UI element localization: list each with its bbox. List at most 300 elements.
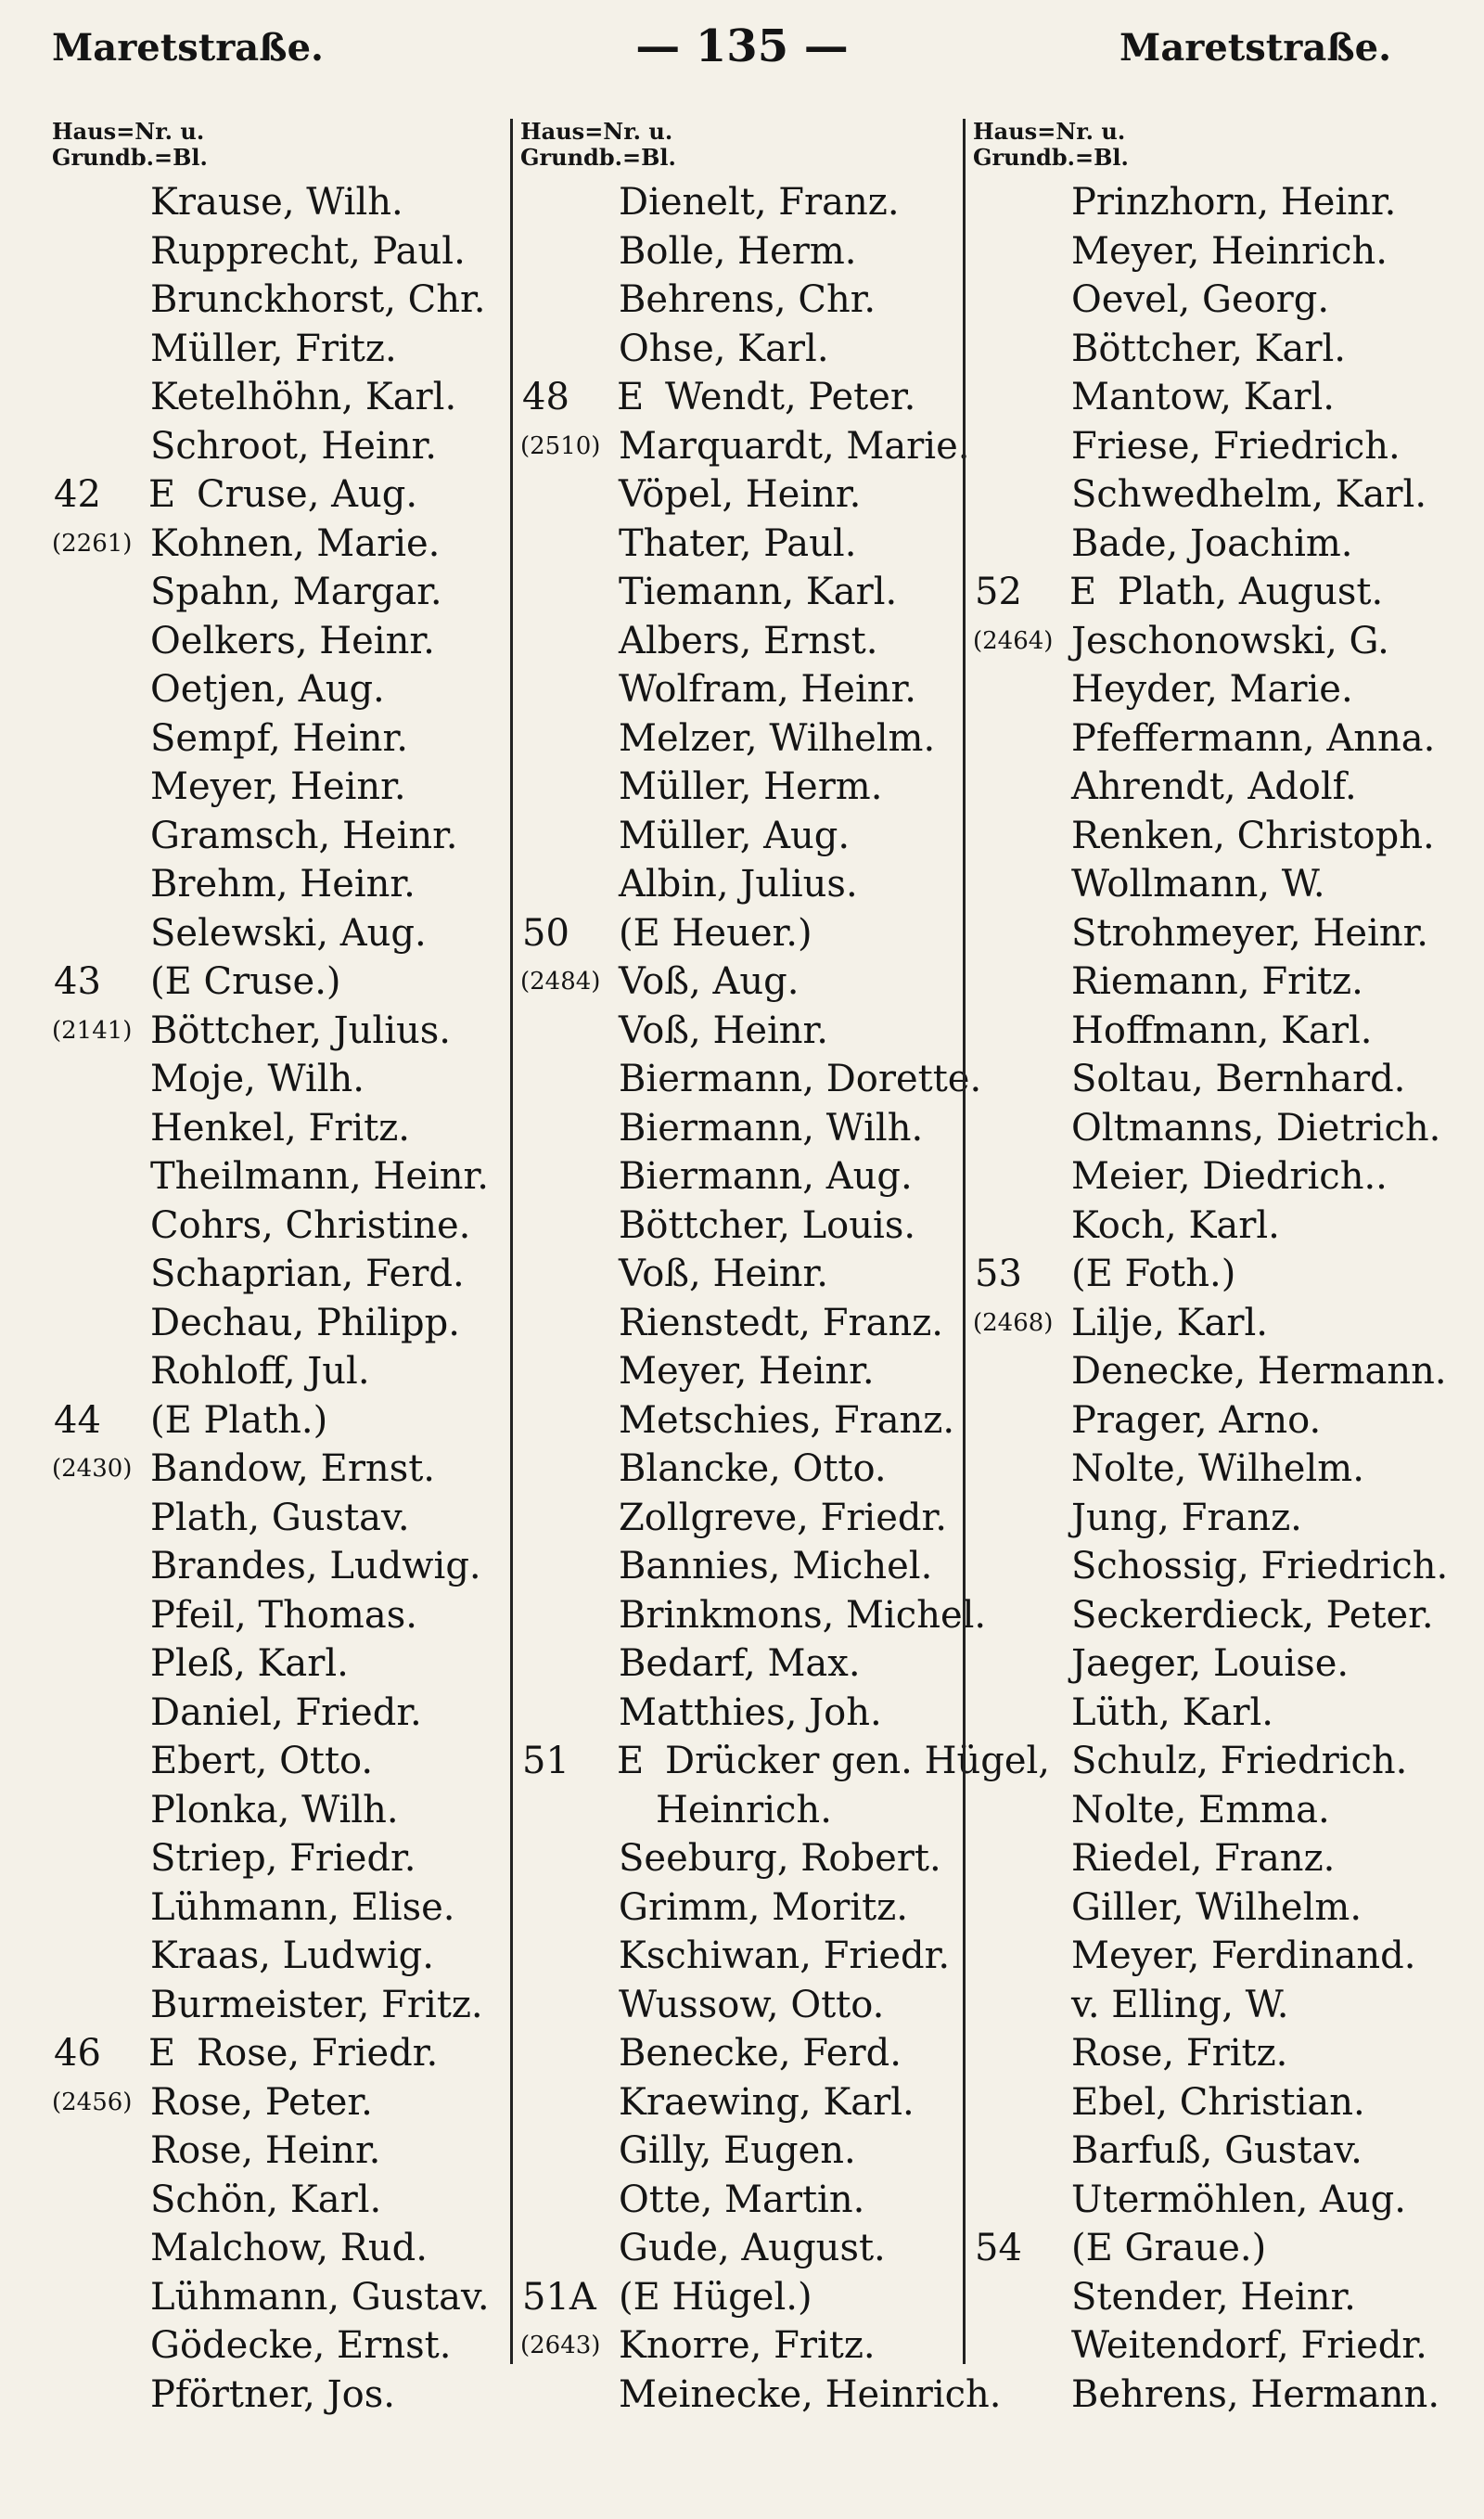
resident-name: Voß, Heinr. [619,1009,828,1052]
directory-entry [52,1347,497,1396]
resident-name: Rose, Heinr. [150,2129,381,2172]
directory-entry [973,1007,1455,1056]
directory-entry [973,470,1455,520]
resident-name: Otte, Martin. [619,2178,865,2221]
directory-entry [52,860,497,909]
resident-name: Renken, Christoph. [1071,814,1435,857]
resident-name: Plath, Gustav. [150,1496,410,1539]
resident-name: Nolte, Emma. [1071,1788,1330,1831]
resident-name: Henkel, Fritz. [150,1106,410,1150]
directory-entry [520,422,984,471]
directory-entry [52,1542,497,1591]
house-number: 51A [522,2275,596,2319]
directory-entry [520,1932,984,1981]
directory-entry [520,1786,984,1835]
resident-name: Pfeil, Thomas. [150,1593,417,1637]
directory-entry [973,1202,1455,1251]
land-register-number: (2643) [520,2332,601,2359]
resident-name: Plath, August. [1118,571,1384,613]
directory-entry [52,1007,497,1056]
column-head-house-number: Haus=Nr. u. [520,118,673,145]
directory-entry [973,1542,1455,1591]
directory-entry [52,1299,497,1348]
directory-entry [973,1396,1455,1446]
column-head [520,119,984,178]
directory-entry [520,1542,984,1591]
resident-name: Stender, Heinr. [1071,2275,1356,2319]
resident-name: Jaeger, Louise. [1071,1642,1350,1685]
resident-name: Schön, Karl. [150,2178,382,2221]
directory-entry [520,1689,984,1738]
resident-name: Gude, August. [619,2227,886,2269]
resident-name: Seckerdieck, Peter. [1071,1593,1434,1637]
resident-name: Pleß, Karl. [150,1642,349,1685]
directory-entry [520,1055,984,1104]
land-register-number: (2510) [520,431,601,460]
resident-name: Rienstedt, Franz. [619,1301,943,1344]
resident-name: (E Plath.) [150,1398,328,1442]
resident-name: Behrens, Hermann. [1071,2372,1440,2416]
column-head-land-register: Grundb.=Bl. [52,144,208,171]
directory-entry [973,178,1455,227]
resident-name: Albers, Ernst. [619,619,878,662]
directory-entry [52,1396,497,1446]
directory-entry [520,812,984,861]
resident-name: Böttcher, Louis. [619,1203,916,1247]
resident-name: Drücker gen. Hügel, [665,1740,1050,1782]
directory-entry [52,812,497,861]
resident-name: Behrens, Chr. [619,278,876,321]
resident-name: Moje, Wilh. [150,1058,365,1100]
directory-entry [52,2273,497,2322]
directory-entry [52,520,497,569]
resident-name: v. Elling, W. [1071,1983,1289,2026]
directory-entry [973,665,1455,714]
resident-name: Grimm, Moritz. [619,1885,908,1929]
resident-name: Schroot, Heinr. [150,424,437,468]
resident-name: Schwedhelm, Karl. [1071,473,1427,516]
directory-entry [973,617,1455,666]
house-number: 54 [975,2227,1022,2269]
resident-name: Lüth, Karl. [1071,1690,1273,1734]
directory-entry [520,178,984,227]
resident-name: Mantow, Karl. [1071,376,1336,418]
resident-name: Brehm, Heinr. [150,863,416,906]
resident-name: Barfuß, Gustav. [1071,2129,1362,2172]
resident-name: Matthies, Joh. [619,1690,882,1734]
directory-entry [973,1591,1455,1640]
resident-name: Marquardt, Marie. [619,424,970,468]
resident-name: Brandes, Ludwig. [150,1545,481,1587]
land-register-number: (2430) [52,1455,133,1483]
resident-name: Bolle, Herm. [619,229,857,273]
resident-name: Prinzhorn, Heinr. [1071,181,1397,224]
resident-name: Meyer, Heinr. [619,1350,875,1393]
directory-entry [973,1250,1455,1299]
directory-entry [520,1639,984,1689]
resident-name: Lilje, Karl. [1071,1301,1269,1344]
directory-entry [52,422,497,471]
directory-entry [973,957,1455,1007]
resident-name: Zollgreve, Friedr. [619,1496,947,1539]
directory-entry [520,2078,984,2127]
resident-name: Knorre, Fritz. [619,2324,876,2367]
resident-name: Heyder, Marie. [1071,668,1353,711]
directory-entry [973,227,1455,276]
resident-name: Oltmanns, Dietrich. [1071,1106,1441,1150]
directory-entry [973,1055,1455,1104]
resident-name: Pförtner, Jos. [150,2372,395,2416]
column-entries [973,178,1455,2419]
directory-entry [973,2029,1455,2078]
resident-name: Koch, Karl. [1071,1203,1280,1247]
directory-entry [520,2127,984,2176]
directory-entry [52,1055,497,1104]
directory-entry [520,1007,984,1056]
directory-entry [520,1396,984,1446]
resident-name: Wollmann, W. [1071,863,1325,906]
resident-name: Albin, Julius. [619,863,858,906]
resident-name: Ohse, Karl. [619,327,829,370]
directory-entry [973,1639,1455,1689]
owner-marker: E [617,376,645,418]
resident-name: Giller, Wilhelm. [1071,1885,1362,1929]
column-entries [52,178,497,2419]
resident-name: Bedarf, Max. [619,1642,861,1685]
directory-entry [52,2176,497,2225]
resident-name: Brinkmons, Michel. [619,1593,987,1637]
resident-name: Sempf, Heinr. [150,716,408,760]
resident-name: Ahrendt, Adolf. [1071,765,1357,808]
house-number: 53 [975,1253,1022,1295]
column-head-house-number: Haus=Nr. u. [973,118,1126,145]
directory-entry [520,520,984,569]
column-head [52,119,497,178]
directory-entry [973,1737,1455,1786]
resident-name: Biermann, Wilh. [619,1106,924,1150]
resident-name: Kschiwan, Friedr. [619,1934,951,1977]
directory-entry [973,1932,1455,1981]
resident-name: Böttcher, Julius. [150,1009,452,1052]
resident-name: Selewski, Aug. [150,911,427,955]
directory-entry [973,714,1455,764]
resident-name: Plonka, Wilh. [150,1788,399,1831]
resident-name: Biermann, Aug. [619,1155,913,1198]
resident-name: Bade, Joachim. [1071,521,1353,565]
land-register-number: (2261) [52,529,133,558]
resident-name: (E Cruse.) [150,960,341,1003]
resident-name: Meyer, Heinrich. [1071,229,1388,273]
directory-entry [52,2127,497,2176]
directory-entry [973,520,1455,569]
directory-entry [520,763,984,812]
directory-entry [520,276,984,325]
directory-entry [973,1445,1455,1494]
directory-entry [52,1639,497,1689]
directory-entry [520,1737,1050,1786]
directory-entry [520,909,984,958]
directory-entry [973,1152,1455,1202]
owner-marker: E [617,1740,645,1782]
resident-name: Theilmann, Heinr. [150,1155,489,1198]
directory-entry [52,1883,497,1933]
directory-entry [520,957,984,1007]
directory-entry [973,276,1455,325]
resident-name: Biermann, Dorette. [619,1058,982,1100]
directory-entry [520,1104,984,1153]
resident-name: Rose, Peter. [150,2080,373,2124]
resident-name: Müller, Fritz. [150,327,397,370]
resident-name: Gilly, Eugen. [619,2129,856,2172]
directory-entry [973,860,1455,909]
resident-name: Riedel, Franz. [1071,1837,1336,1880]
resident-name: Blancke, Otto. [619,1447,887,1490]
directory-entry [52,714,497,764]
directory-entry [520,1834,984,1883]
resident-name: Oetjen, Aug. [150,668,385,711]
directory-entry [52,568,497,617]
directory-entry [52,2078,497,2127]
column-head-house-number: Haus=Nr. u. [52,118,205,145]
resident-name: Pfeffermann, Anna. [1071,716,1436,760]
directory-entry [52,227,497,276]
resident-name: Lühmann, Elise. [150,1885,455,1929]
directory-entry [520,1299,984,1348]
column-head-land-register: Grundb.=Bl. [973,144,1129,171]
directory-entry [52,276,497,325]
directory-entry [52,1494,497,1543]
directory-entry [52,665,497,714]
directory-entry [973,1104,1455,1153]
directory-entry [520,1981,984,2030]
resident-name: Bannies, Michel. [619,1545,933,1587]
directory-entry [52,1737,497,1786]
resident-name: Lühmann, Gustav. [150,2275,490,2319]
land-register-number: (2464) [973,626,1054,655]
directory-entry [52,1104,497,1153]
resident-name: Rupprecht, Paul. [150,229,466,273]
directory-entry [520,1202,984,1251]
resident-name-continued: Heinrich. [656,1788,832,1831]
directory-entry [52,1981,497,2030]
directory-entry [520,568,984,617]
directory-entry [973,763,1455,812]
directory-entry [520,2029,984,2078]
resident-name: Malchow, Rud. [150,2227,428,2269]
resident-name: Metschies, Franz. [619,1398,955,1442]
directory-entry [520,373,984,422]
resident-name: Tiemann, Karl. [619,571,898,613]
directory-entry [973,1786,1455,1835]
resident-name: Wendt, Peter. [665,376,916,418]
resident-name: (E Graue.) [1071,2227,1267,2269]
resident-name: Seeburg, Robert. [619,1837,941,1880]
resident-name: (E Foth.) [1071,1253,1236,1295]
directory-entry [973,1299,1455,1348]
directory-entry [520,1494,984,1543]
directory-entry [52,2224,497,2273]
resident-name: Hoffmann, Karl. [1071,1009,1373,1052]
resident-name: Strohmeyer, Heinr. [1071,911,1429,955]
resident-name: Striep, Friedr. [150,1837,416,1880]
directory-entry [520,2371,1002,2420]
directory-entry [973,2371,1455,2420]
directory-entry [520,860,984,909]
directory-entry [520,1883,984,1933]
directory-entry [52,1786,497,1835]
resident-name: Nolte, Wilhelm. [1071,1447,1364,1490]
land-register-number: (2484) [520,968,601,996]
directory-entry [973,2078,1455,2127]
resident-name: Oevel, Georg. [1071,278,1330,321]
resident-name: Wussow, Otto. [619,1983,885,2026]
owner-marker: E [1069,571,1097,613]
resident-name: Rose, Friedr. [197,2032,439,2075]
directory-entry [52,373,497,422]
resident-name: Böttcher, Karl. [1071,327,1346,370]
resident-name: Meyer, Heinr. [150,765,406,808]
resident-name: Weitendorf, Friedr. [1071,2324,1427,2367]
resident-name: (E Hügel.) [619,2275,812,2319]
directory-entry [52,1152,497,1202]
column-head [973,119,1455,178]
house-number: 52 [975,571,1022,613]
resident-name: Thater, Paul. [619,521,857,565]
resident-name: Krause, Wilh. [150,181,403,224]
directory-entry [520,2176,984,2225]
resident-name: Schossig, Friedrich. [1071,1545,1449,1587]
resident-name: Meyer, Ferdinand. [1071,1934,1416,1977]
directory-entry [52,325,497,374]
land-register-number: (2456) [52,2088,133,2116]
resident-name: Brunckhorst, Chr. [150,278,486,321]
directory-entry [52,1834,497,1883]
directory-entry [973,325,1455,374]
resident-name: Meier, Diedrich.. [1071,1155,1388,1198]
directory-entry [520,1250,984,1299]
resident-name: Müller, Aug. [619,814,851,857]
resident-name: Cruse, Aug. [197,473,418,516]
directory-entry [973,373,1455,422]
resident-name: Müller, Herm. [619,765,883,808]
directory-entry [973,2127,1455,2176]
directory-entry [520,2321,984,2371]
resident-name: Gödecke, Ernst. [150,2324,452,2367]
directory-entry [520,665,984,714]
resident-name: Rose, Fritz. [1071,2032,1288,2075]
directory-entry [973,1981,1455,2030]
directory-entry [52,2029,497,2078]
resident-name: Benecke, Ferd. [619,2032,902,2075]
directory-entry [973,1494,1455,1543]
page-number: — 135 — [635,20,849,72]
directory-entry [52,1591,497,1640]
resident-name: Voß, Aug. [619,960,800,1003]
resident-name: Prager, Arno. [1071,1398,1322,1442]
resident-name: Schaprian, Ferd. [150,1253,465,1295]
resident-name: Kohnen, Marie. [150,521,441,565]
land-register-number: (2141) [52,1016,133,1045]
resident-name: Gramsch, Heinr. [150,814,458,857]
house-number: 46 [54,2032,101,2075]
house-number: 43 [54,960,101,1003]
directory-entry [52,617,497,666]
directory-entry [973,2176,1455,2225]
resident-name: Kraewing, Karl. [619,2080,915,2124]
resident-name: Meinecke, Heinrich. [619,2372,1002,2416]
directory-entry [52,2371,497,2420]
resident-name: Wolfram, Heinr. [619,668,916,711]
directory-entry [520,617,984,666]
directory-entry [52,1445,497,1494]
resident-name: Schulz, Friedrich. [1071,1740,1408,1782]
directory-entry [973,1689,1455,1738]
directory-entry [973,1347,1455,1396]
resident-name: Vöpel, Heinr. [619,473,862,516]
directory-entry [52,1250,497,1299]
directory-entry [52,1932,497,1981]
directory-entry [520,227,984,276]
directory-entry [52,957,497,1007]
directory-entry [520,714,984,764]
directory-entry [520,470,984,520]
resident-name: Ebel, Christian. [1071,2080,1365,2124]
column-3 [963,118,1455,2416]
resident-name: Bandow, Ernst. [150,1447,436,1490]
directory-entry [973,2321,1455,2371]
directory-entry [520,2273,984,2322]
directory-entry [973,2273,1455,2322]
resident-name: Ebert, Otto. [150,1740,374,1782]
owner-marker: E [148,2032,176,2075]
owner-marker: E [148,473,176,516]
directory-entry [520,1445,984,1494]
resident-name: Melzer, Wilhelm. [619,716,936,760]
directory-entry [52,2321,497,2371]
resident-name: (E Heuer.) [619,911,812,955]
directory-entry [52,178,497,227]
header-street-right: Maretstraße. [1119,26,1391,70]
directory-entry [973,1883,1455,1933]
header-street-left: Maretstraße. [52,26,324,70]
house-number: 48 [522,376,569,418]
directory-entry [973,812,1455,861]
directory-entry [520,1591,987,1640]
resident-name: Utermöhlen, Aug. [1071,2178,1406,2221]
directory-entry [973,1834,1455,1883]
directory-entry [52,1202,497,1251]
resident-name: Oelkers, Heinr. [150,619,435,662]
directory-entry [52,1689,497,1738]
column-1 [52,119,497,2419]
house-number: 44 [54,1398,101,1442]
directory-entry [520,1152,984,1202]
directory-entry [520,325,984,374]
directory-entry [520,2224,984,2273]
resident-name: Friese, Friedrich. [1071,424,1401,468]
resident-name: Denecke, Hermann. [1071,1350,1447,1393]
resident-name: Spahn, Margar. [150,571,442,613]
resident-name: Ketelhöhn, Karl. [150,376,457,418]
resident-name: Jeschonowski, G. [1071,619,1389,662]
resident-name: Cohrs, Christine. [150,1203,471,1247]
land-register-number: (2468) [973,1308,1054,1337]
house-number: 42 [54,473,101,516]
house-number: 51 [522,1740,569,1782]
resident-name: Rohloff, Jul. [150,1350,370,1393]
resident-name: Dechau, Philipp. [150,1301,460,1344]
directory-entry [973,2224,1455,2273]
